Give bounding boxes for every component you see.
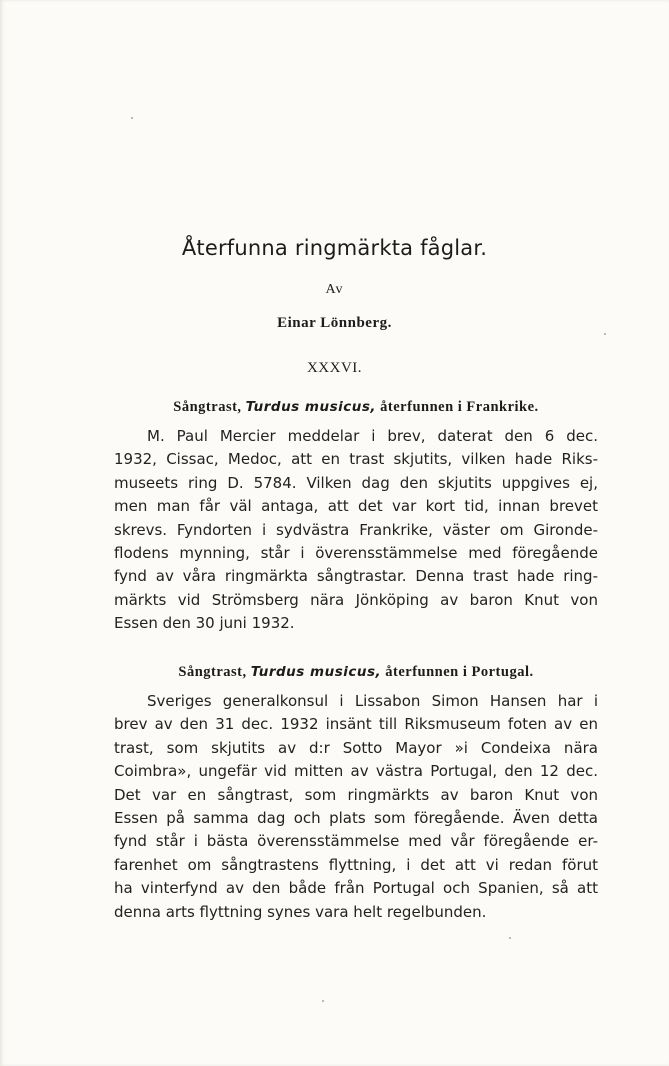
heading-latin-name: Turdus musicus, (245, 399, 377, 415)
heading-location: återfunnen i Frankrike. (380, 399, 539, 415)
section-heading-france (114, 399, 598, 416)
heading-latin-name: Turdus musicus, (250, 664, 382, 680)
article-title: Återfunna ringmärkta fåglar. (181, 236, 488, 260)
paragraph-line: märkts vid Strömsberg nära Jönköping av baron Knut von (114, 590, 598, 609)
heading-species: Sångtrast, (178, 664, 247, 680)
paper-speck (131, 117, 133, 119)
author-name: Einar Lönnberg. (277, 315, 392, 331)
paragraph-line: Sveriges generalkonsul i Lissabon Simon Hansen har i (147, 692, 598, 710)
paragraph-line: trast, som skjutits av d:r Sotto Mayor »i Condeixa nära (114, 738, 598, 757)
paragraph-line: fynd av våra ringmärkta sångtrastar. Denna trast hade ring- (114, 567, 598, 586)
paragraph-line: denna arts flyttning synes vara helt regelbunden. (114, 902, 487, 921)
paragraph-line: brev av den 31 dec. 1932 insänt till Riksmuseum foten av en (114, 715, 598, 734)
section-heading-portugal (114, 664, 598, 681)
paragraph-line: Coimbra», ungefär vid mitten av västra Portugal, den 12 dec. (114, 762, 598, 781)
paragraph-line: men man får väl antaga, att det var kort tid, innan brevet (114, 497, 598, 516)
paper-speck (509, 937, 511, 939)
paragraph-line: fynd står i bästa överensstämmelse med vår föregående er- (114, 832, 598, 851)
byline-prefix: Av (325, 282, 344, 297)
paragraph-line: skrevs. Fyndorten i sydvästra Frankrike, väster om Gironde- (114, 520, 598, 539)
paragraph-france (114, 425, 598, 636)
paragraph-line: Essen den 30 juni 1932. (114, 614, 295, 633)
paragraph-line: 1932, Cissac, Medoc, att en trast skjutits, vilken hade Riks- (114, 450, 598, 469)
heading-location: återfunnen i Portugal. (385, 664, 534, 680)
paragraph-line: M. Paul Mercier meddelar i brev, daterat den 6 dec. (147, 427, 598, 445)
heading-species: Sångtrast, (173, 399, 242, 415)
article-number: XXXVI. (306, 360, 363, 376)
paragraph-portugal (114, 690, 598, 924)
paper-speck (604, 333, 606, 335)
paragraph-line: farenhet om sångtrastens flyttning, i det att vi redan förut (114, 855, 598, 874)
paragraph-line: museets ring D. 5784. Vilken dag den skjutits uppgives ej, (114, 473, 598, 492)
paragraph-line: flodens mynning, står i överensstämmelse med föregående (114, 544, 598, 563)
paragraph-line: Essen på samma dag och plats som föregående. Även detta (114, 809, 598, 828)
paper-speck (322, 1000, 324, 1002)
paragraph-line: Det var en sångtrast, som ringmärkts av baron Knut von (114, 785, 598, 804)
paragraph-line: ha vinterfynd av den både från Portugal och Spanien, så att (114, 879, 598, 898)
